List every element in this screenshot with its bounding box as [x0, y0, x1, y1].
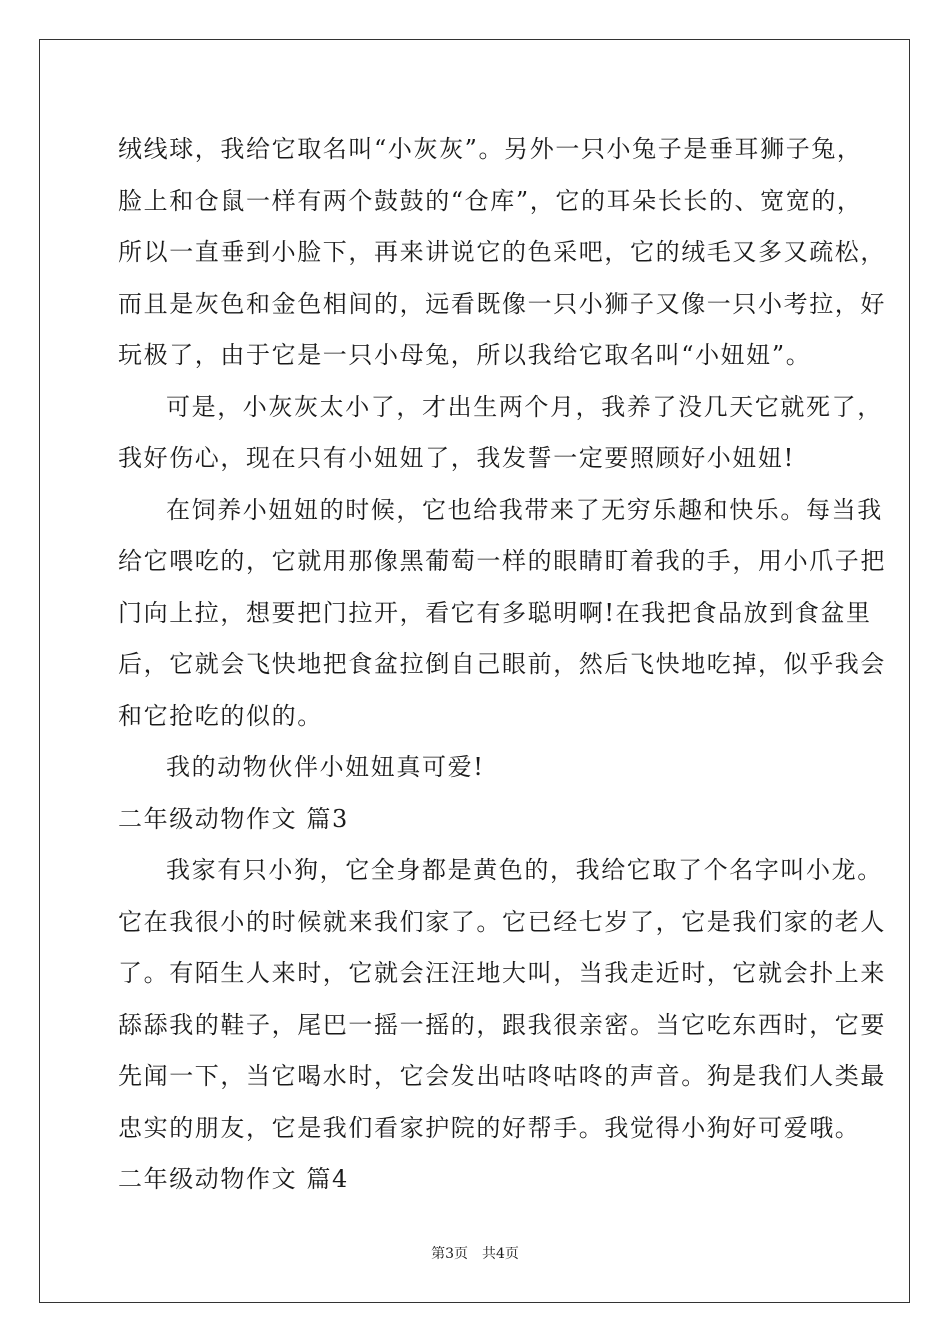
text-line: 脸上和仓鼠一样有两个鼓鼓的“仓库”，它的耳朵长长的、宽宽的，	[118, 186, 863, 215]
paragraph-start-line: 我家有只小狗，它全身都是黄色的，我给它取了个名字叫小龙。	[166, 856, 883, 884]
paragraph-start-line: 可是，小灰灰太小了，才出生两个月，我养了没几天它就死了，	[166, 392, 883, 421]
text-line: 绒线球，我给它取名叫“小灰灰”。另外一只小兔子是垂耳狮子兔，	[118, 135, 863, 163]
text-line: 忠实的朋友，它是我们看家护院的好帮手。我觉得小狗好可爱哦。	[118, 1113, 861, 1142]
text-line: 舔舔我的鞋子，尾巴一摇一摇的，跟我很亲密。当它吃东西时，它要	[118, 1010, 886, 1039]
text-line: 它在我很小的时候就来我们家了。它已经七岁了，它是我们家的老人	[118, 907, 886, 936]
text-line: 门向上拉，想要把门拉开，看它有多聪明啊!在我把食品放到食盆里	[118, 598, 872, 627]
text-line: 后，它就会飞快地把食盆拉倒自己眼前，然后飞快地吃掉，似乎我会	[118, 650, 886, 678]
text-line: 给它喂吃的，它就用那像黑葡萄一样的眼睛盯着我的手，用小爪子把	[118, 547, 886, 575]
text-line: 玩极了，由于它是一只小母兔，所以我给它取名叫“小妞妞”。	[118, 341, 812, 369]
section-heading: 二年级动物作文 篇4	[118, 1165, 349, 1193]
page-number-footer: 第3页 共4页	[431, 1246, 519, 1262]
text-line: 先闻一下，当它喝水时，它会发出咕咚咕咚的声音。狗是我们人类最	[118, 1062, 886, 1090]
text-line: 所以一直垂到小脸下，再来讲说它的色采吧，它的绒毛又多又疏松，	[118, 238, 886, 266]
document-body	[118, 124, 886, 1206]
section-heading: 二年级动物作文 篇3	[118, 804, 349, 833]
text-line: 而且是灰色和金色相间的，远看既像一只小狮子又像一只小考拉，好	[118, 289, 886, 318]
text-line: 了。有陌生人来时，它就会汪汪地大叫，当我走近时，它就会扑上来	[118, 959, 886, 987]
paragraph-start-line: 在饲养小妞妞的时候，它也给我带来了无穷乐趣和快乐。每当我	[166, 495, 883, 524]
text-line: 我好伤心，现在只有小妞妞了，我发誓一定要照顾好小妞妞!	[118, 444, 795, 472]
paragraph-start-line: 我的动物伙伴小妞妞真可爱!	[166, 753, 485, 781]
text-line: 和它抢吃的似的。	[118, 701, 323, 730]
